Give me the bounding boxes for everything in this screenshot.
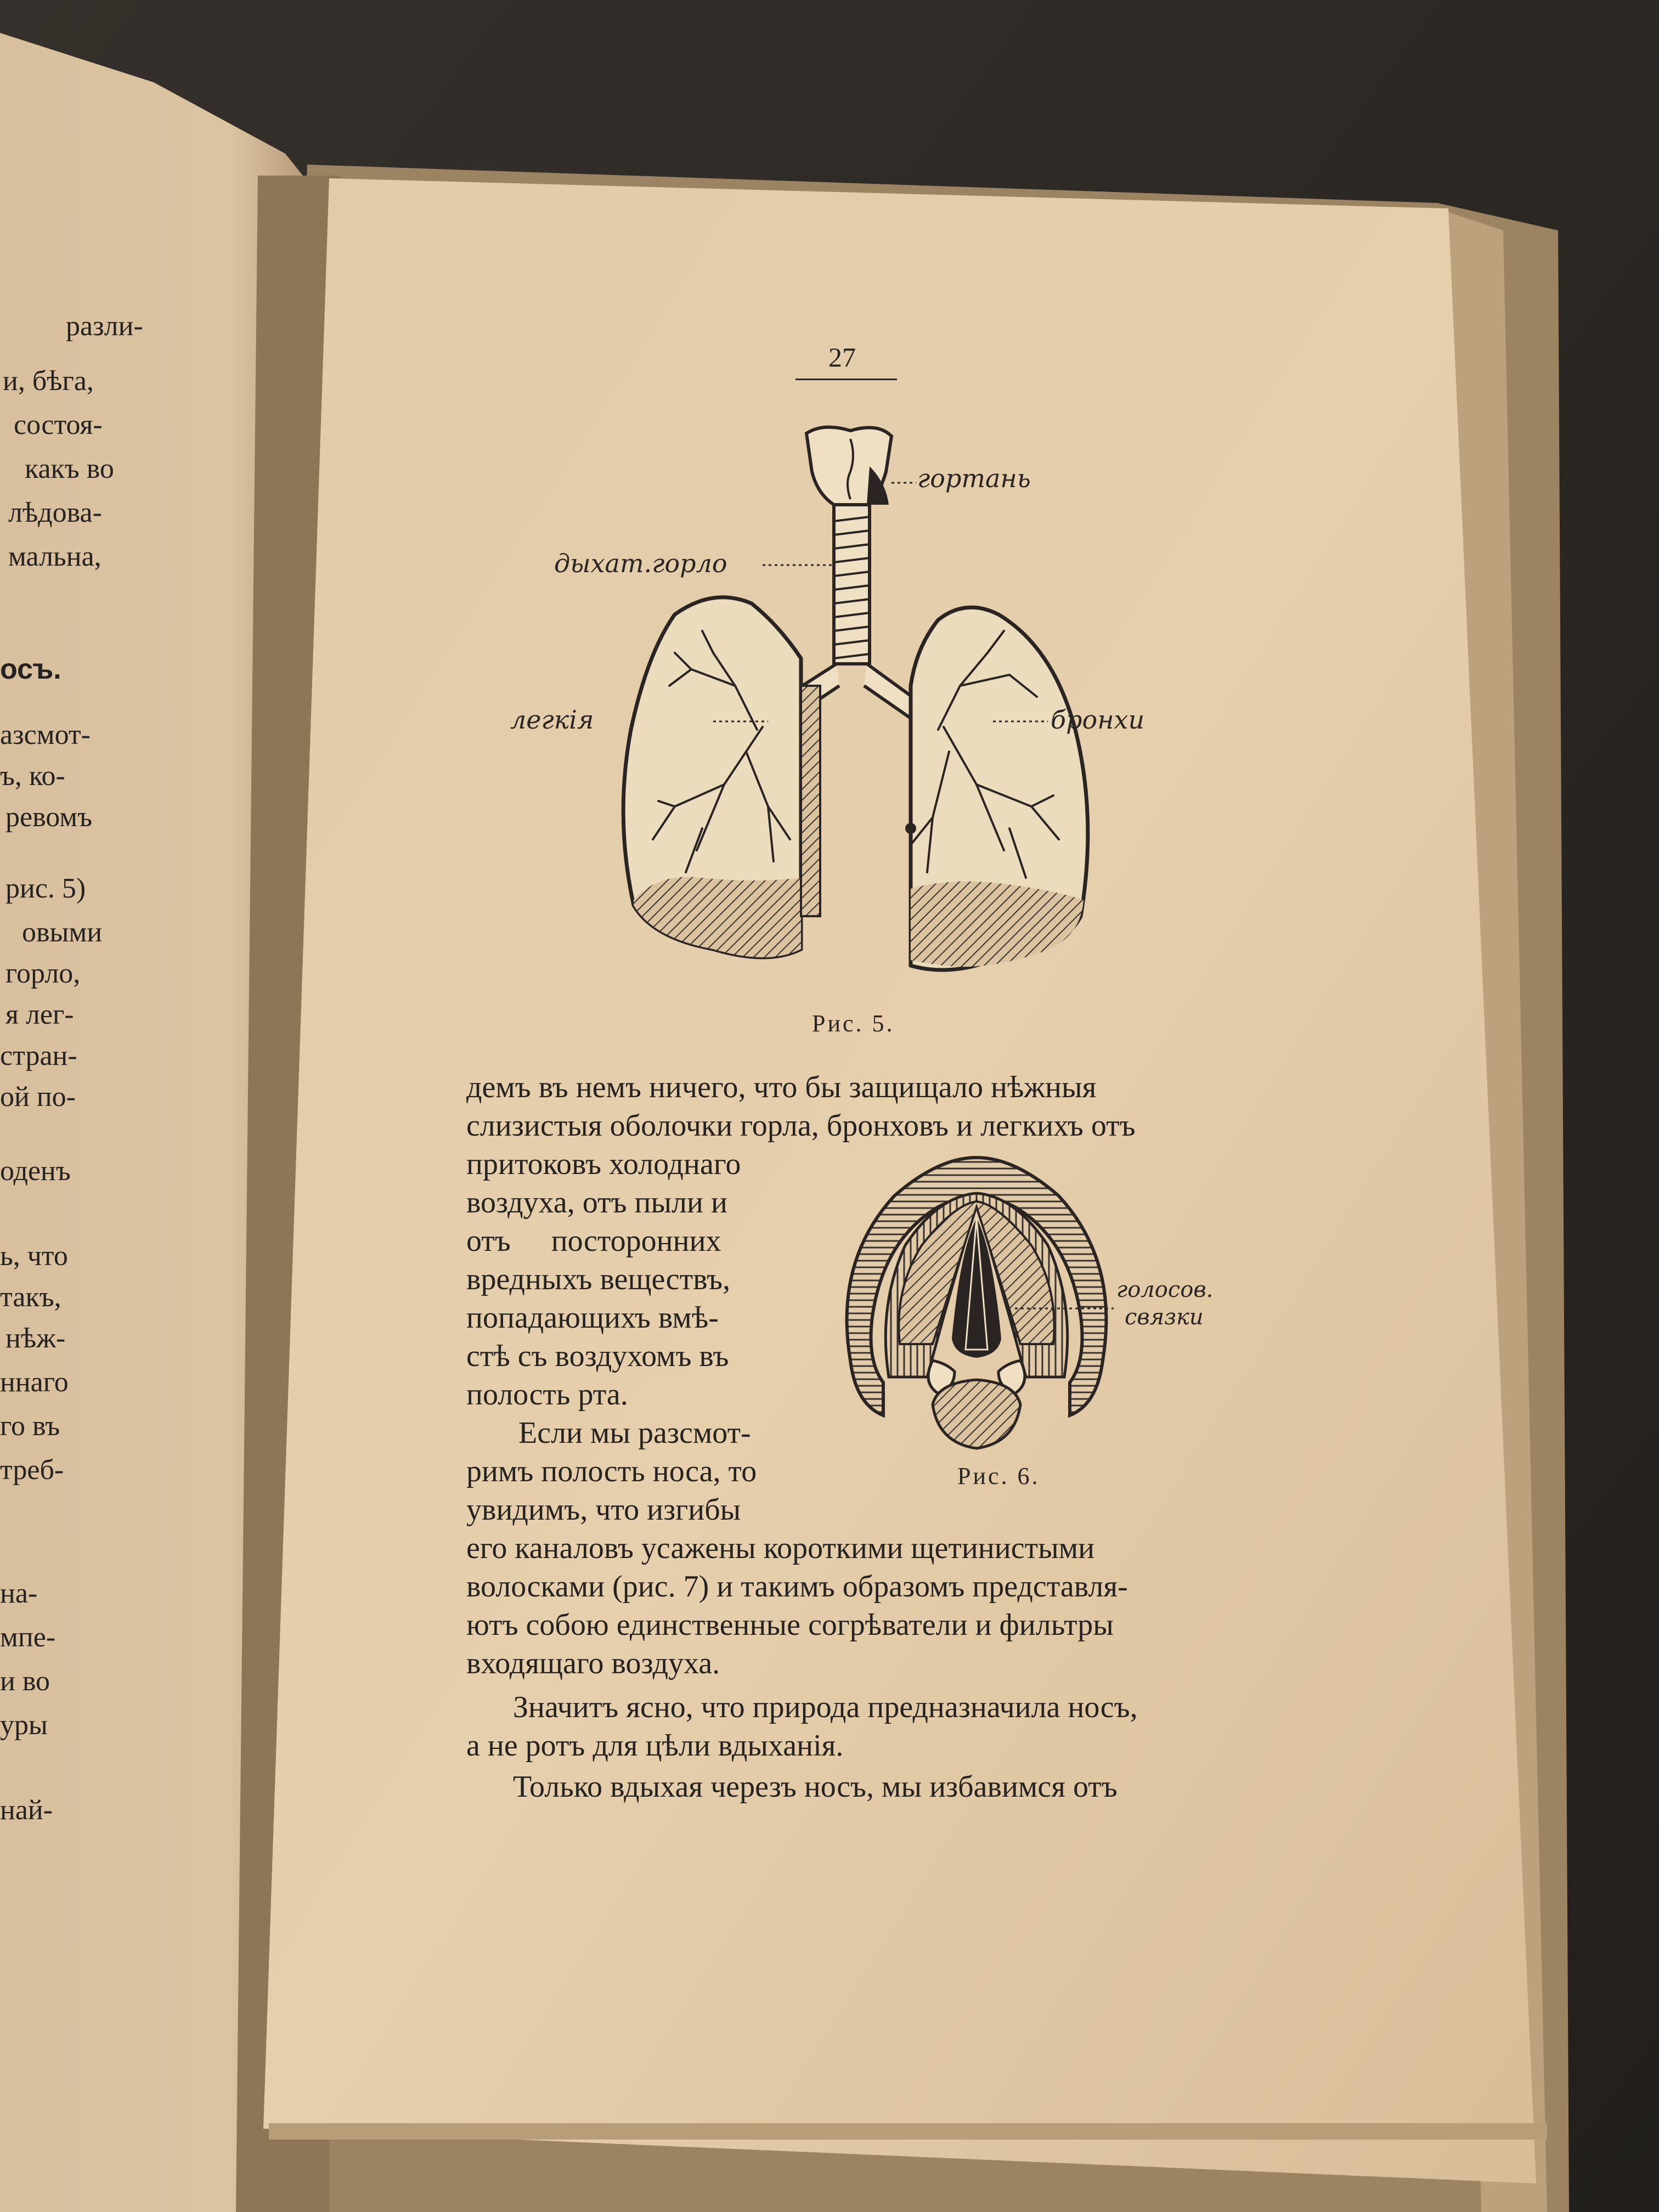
text-line: демъ въ немъ ничего, что бы защищало нѣжныя [466, 1070, 1097, 1104]
left-page-line: мпе- [0, 1622, 56, 1653]
left-page-line: овыми [22, 917, 103, 948]
text-line: увидимъ, что изгибы [466, 1493, 741, 1527]
label-bronchi: бронхи [1051, 705, 1145, 735]
left-page-line: я лег- [5, 999, 74, 1030]
text-line: воздуха, отъ пыли и [466, 1186, 727, 1220]
left-page-line: такъ, [0, 1282, 61, 1313]
text-line: а не ротъ для цѣли вдыханія. [466, 1729, 844, 1763]
page-number-rule [795, 379, 897, 380]
left-page-line: мальна, [8, 541, 101, 572]
page-number: 27 [828, 342, 856, 373]
left-page-line: и во [0, 1666, 50, 1697]
text-line: его каналовъ усажены короткими щетинистыми [466, 1531, 1095, 1565]
left-page-line: уры [0, 1709, 48, 1741]
left-page-line: разли- [66, 311, 143, 342]
text-line: вредныхъ веществъ, [466, 1262, 731, 1296]
left-page-line: оденъ [0, 1155, 71, 1187]
text-line: стѣ съ воздухомъ въ [466, 1339, 729, 1373]
text-line: полость рта. [466, 1378, 628, 1412]
left-page-line: рис. 5) [5, 873, 86, 904]
left-page-line: какъ во [25, 453, 114, 484]
vocal-cords-figure [828, 1152, 1125, 1459]
left-page-line: горло, [5, 958, 81, 989]
text-line: отъ посторонних [466, 1224, 721, 1258]
label-larynx: гортань [917, 464, 1031, 493]
left-page-line: на- [0, 1578, 38, 1609]
left-page-line: най- [0, 1795, 53, 1826]
left-page-line: треб- [0, 1454, 64, 1486]
left-page-line: ннаго [0, 1367, 69, 1398]
text-line: Значитъ ясно, что природа предназначила носъ, [513, 1690, 1138, 1724]
text-line: слизистыя оболочки горла, бронховъ и легкихъ отъ [466, 1109, 1136, 1143]
label-vocal-cords-line2: связки [1125, 1305, 1204, 1330]
left-page-line: ревомъ [5, 802, 93, 833]
left-page-line: ой по- [0, 1081, 76, 1113]
figure-caption: Рис. 6. [957, 1463, 1040, 1489]
left-page-line: го въ [0, 1410, 60, 1442]
left-page-line: ъ, ко- [0, 760, 65, 792]
left-page-line: стран- [0, 1040, 77, 1071]
left-page-line: и, бѣга, [3, 365, 94, 397]
text-line: ютъ собою единственные согрѣватели и фильтры [466, 1608, 1114, 1642]
label-trachea: дыхат.горло [554, 549, 727, 578]
left-page-line: лѣдова- [8, 497, 102, 528]
left-page-line: ь, что [0, 1240, 68, 1272]
label-lungs: легкія [510, 705, 594, 735]
text-line: попадающихъ вмѣ- [466, 1301, 719, 1335]
text-line: Только вдыхая черезъ носъ, мы избавимся отъ [513, 1770, 1118, 1804]
text-line: волосками (рис. 7) и такимъ образомъ представля- [466, 1570, 1128, 1604]
label-vocal-cords-line1: голосов. [1116, 1277, 1214, 1302]
text-line: притоковъ холоднаго [466, 1147, 741, 1181]
text-line: входящаго воздуха. [466, 1646, 720, 1680]
text-line: Если мы разсмот- [518, 1416, 751, 1450]
figure-caption: Рис. 5. [812, 1010, 895, 1037]
left-page-line: нѣж- [5, 1323, 66, 1354]
left-page-line: состоя- [14, 409, 103, 441]
left-page-line: азсмот- [0, 719, 91, 751]
left-page-heading: осъ. [0, 653, 61, 685]
text-line: римъ полость носа, то [466, 1454, 757, 1488]
